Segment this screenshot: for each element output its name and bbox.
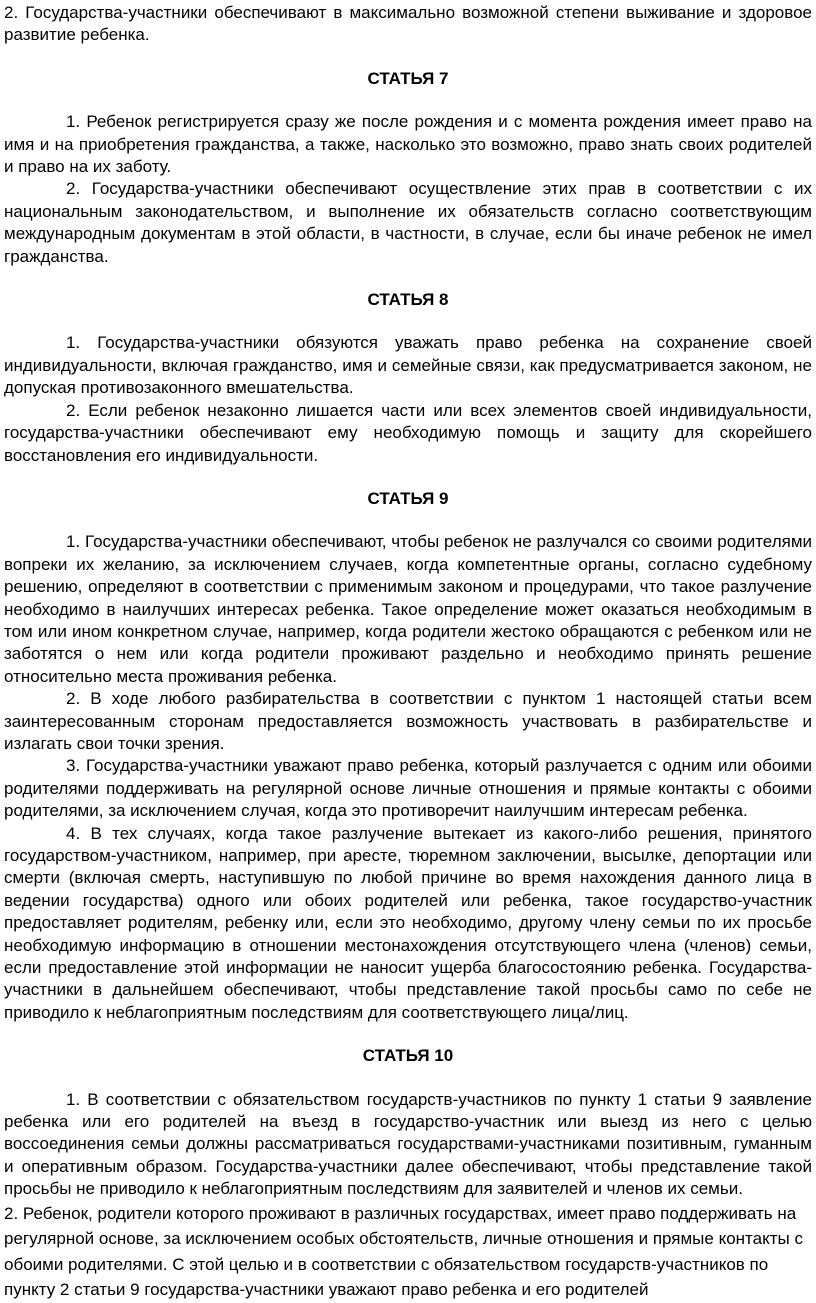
- paragraph: 1. Ребенок регистрируется сразу же после рождения и с момента рождения имеет право на имя и на приобретения гражданства, а также, насколько это возможно, право знать своих родителей и право на их заботу.: [4, 112, 812, 177]
- article-heading: СТАТЬЯ 8: [367, 290, 449, 310]
- paragraph: 2. Государства-участники обеспечивают в максимально возможной степени выживание и здоровое развитие ребенка.: [4, 3, 812, 45]
- document-body: [4, 2, 812, 1303]
- article-heading: СТАТЬЯ 9: [367, 488, 449, 508]
- paragraph: 2. Ребенок, родители которого проживают в различных государствах, имеет право поддерживать на регулярной основе, за исключением особых обстоятельств, личные отношения и прямые контакты с обоими родителями. С этой целью и в соответствии с обязательством государств-участников по пункту 2 статьи 9 государства-участники уважают право ребенка и его родителей: [4, 1203, 803, 1300]
- paragraph: 2. Государства-участники обеспечивают осуществление этих прав в соответствии с их национальным законодательством, и выполнение их обязательств согласно соответствующим международным документам в этой области, в частности, в случае, если бы иначе ребенок не имел гражданства.: [4, 179, 812, 266]
- article-heading: СТАТЬЯ 10: [362, 1046, 454, 1066]
- paragraph: 4. В тех случаях, когда такое разлучение вытекает из какого-либо решения, принятого государством-участником, например, при аресте, тюремном заключении, высылке, депортации или смерти (включая смерть, наступившую по любой причине во время нахождения данного лица в ведении государства) одного или обоих родителей или ребенка, такое государство-участник предоставляет родителям, ребенку или, если это необходимо, другому члену семьи по их просьбе необходимую информацию в отношении местонахождения отсутствующего члена (членов) семьи, если предоставление этой информации не наносит ущерба благосостоянию ребенка. Государства-участники в дальнейшем обеспечивают, чтобы представление такой просьбы само по себе не приводило к неблагоприятным последствиям для соответствующего лица/лиц.: [4, 823, 812, 1022]
- article-heading: СТАТЬЯ 7: [367, 68, 449, 88]
- paragraph: 1. Государства-участники обязуются уважать право ребенка на сохранение своей индивидуальности, включая гражданство, имя и семейные связи, как предусматривается законом, не допуская противозаконного вмешательства.: [4, 333, 812, 398]
- paragraph: 3. Государства-участники уважают право ребенка, который разлучается с одним или обоими родителями поддерживать на регулярной основе личные отношения и прямые контакты с обоими родителями, за исключением случая, когда это противоречит наилучшим интересам ребенка.: [4, 756, 812, 821]
- paragraph: 1. Государства-участники обеспечивают, чтобы ребенок не разлучался со своими родителями вопреки их желанию, за исключением случаев, когда компетентные органы, согласно судебному решению, определяют в соответствии с применимым законом и процедурами, что такое разлучение необходимо в наилучших интересах ребенка. Такое определение может оказаться необходимым в том или ином конкретном случае, например, когда родители жестоко обращаются с ребенком или не заботятся о нем или когда родители проживают раздельно и необходимо принять решение относительно места проживания ребенка.: [4, 532, 812, 686]
- paragraph: 2. Если ребенок незаконно лишается части или всех элементов своей индивидуальности, государства-участники обеспечивают ему необходимую помощь и защиту для скорейшего восстановления его индивидуальности.: [4, 400, 812, 465]
- paragraph: 1. В соответствии с обязательством государств-участников по пункту 1 статьи 9 заявление ребенка или его родителей на въезд в государство-участник или выезд из него с целью воссоединения семьи должны рассматриваться государствами-участниками позитивным, гуманным и оперативным образом. Государства-участники далее обеспечивают, чтобы представление такой просьбы не приводило к неблагоприятным последствиям для заявителей и членов их семьи.: [4, 1089, 812, 1199]
- paragraph: 2. В ходе любого разбирательства в соответствии с пунктом 1 настоящей статьи всем заинтересованным сторонам предоставляется возможность участвовать в разбирательстве и излагать свои точки зрения.: [4, 689, 812, 753]
